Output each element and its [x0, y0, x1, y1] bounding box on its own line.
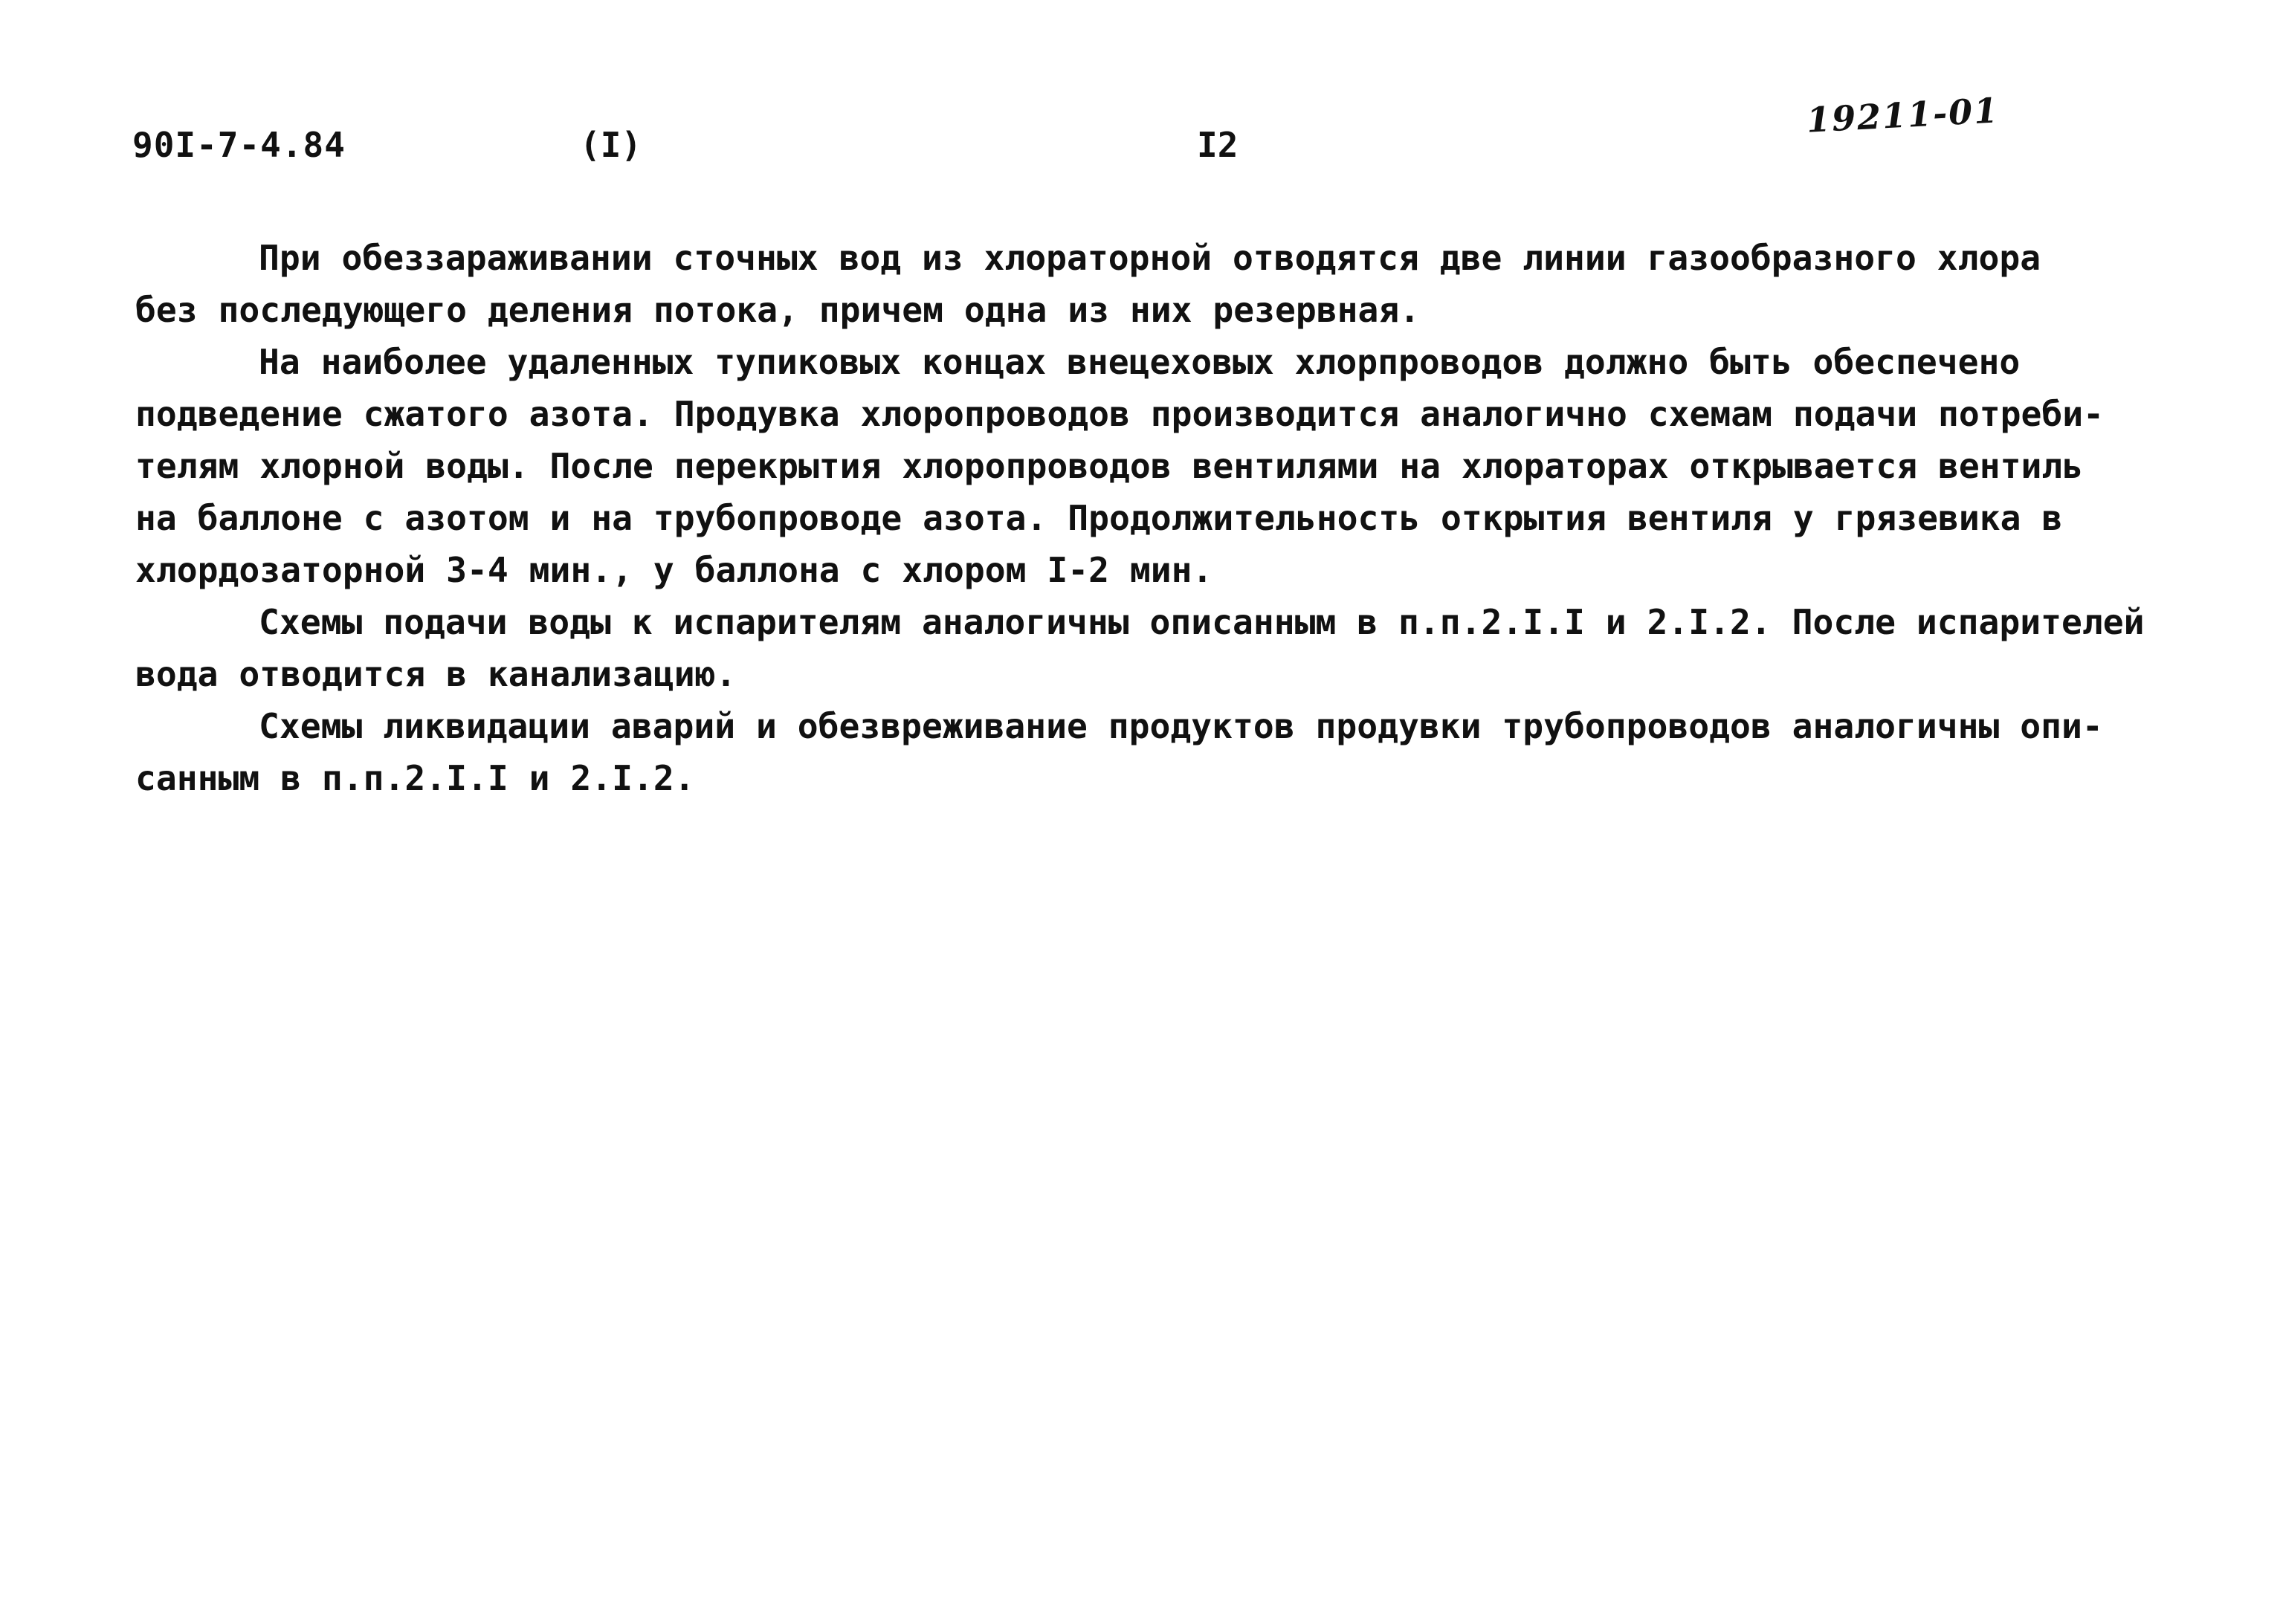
page-number: I2 [1197, 125, 1239, 165]
paragraph-nitrogen-purge [135, 336, 2187, 596]
paragraph-line: санным в п.п.2.I.I и 2.I.2. [135, 758, 695, 798]
paragraph-evaporator-water [135, 596, 2187, 700]
paragraph-line: Схемы ликвидации аварий и обезвреживание продуктов продувки трубопроводов аналогичны опи- [259, 706, 2103, 746]
document-body [135, 232, 2187, 804]
volume-number: (I) [580, 125, 642, 165]
paragraph-chlorination-lines [135, 232, 2187, 336]
paragraph-line: На наиболее удаленных тупиковых концах внецеховых хлорпроводов должно быть обеспечено [259, 342, 2021, 382]
paragraph-line: телям хлорной воды. После перекрытия хлоропроводов вентилями на хлораторах открывается вентиль [135, 446, 2084, 486]
paragraph-line: При обеззараживании сточных вод из хлораторной отводятся две линии газообразного хлора [259, 238, 2041, 278]
paragraph-line: хлордозаторной 3-4 мин., у баллона с хлором I-2 мин. [135, 550, 1213, 590]
paragraph-line: Схемы подачи воды к испарителям аналогичны описанным в п.п.2.I.I и 2.I.2. После испарителей [259, 602, 2145, 642]
handwritten-archive-number: 19211-01 [1805, 90, 2001, 140]
paragraph-line: на баллоне с азотом и на трубопроводе азота. Продолжительность открытия вентиля у грязевика в [135, 498, 2063, 538]
paragraph-line: вода отводится в канализацию. [135, 654, 737, 694]
document-code: 90I-7-4.84 [132, 125, 346, 165]
paragraph-line: без последующего деления потока, причем одна из них резервная. [135, 290, 1421, 330]
paragraph-emergency-schemes [135, 700, 2187, 804]
paragraph-line: подведение сжатого азота. Продувка хлоропроводов производится аналогично схемам подачи потреби- [135, 394, 2104, 434]
